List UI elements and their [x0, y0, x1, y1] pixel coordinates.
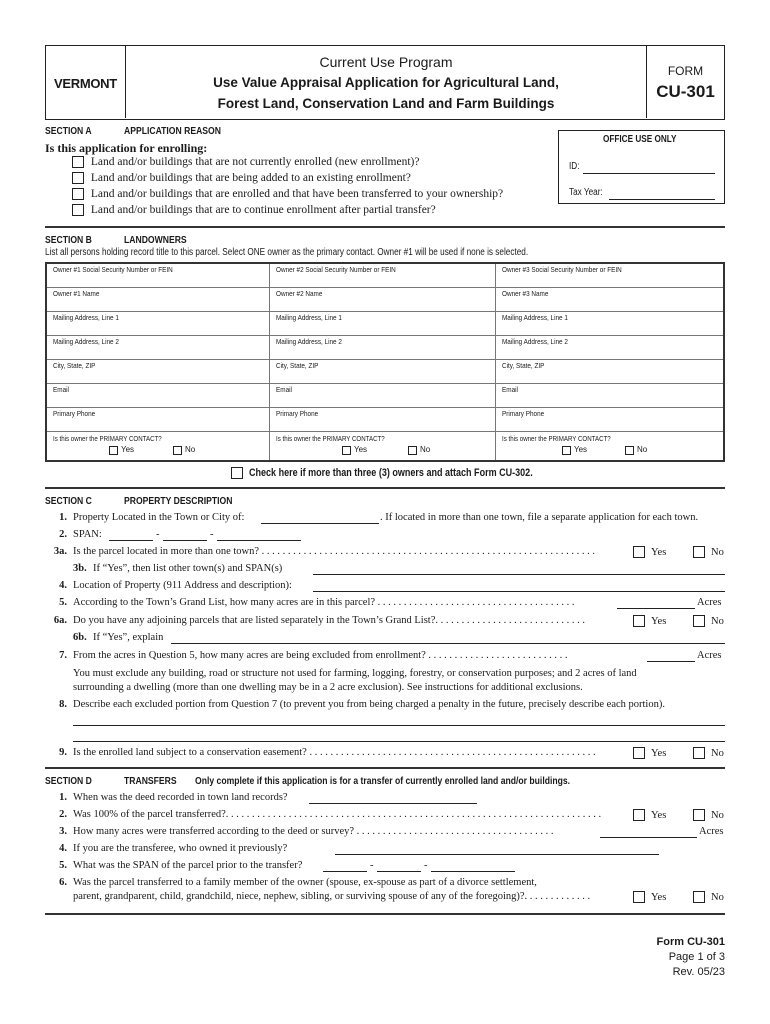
- c9-no[interactable]: [693, 747, 724, 759]
- state-name: VERMONT: [54, 76, 117, 91]
- c7-note-line1: You must exclude any building, road or structure not used for farming, logging, forestry, or conservation purposes; and 2 acres of land: [73, 668, 637, 679]
- d5-text: What was the SPAN of the parcel prior to the transfer?: [73, 860, 303, 871]
- question-c4: [45, 580, 725, 594]
- c6a-yes-checkbox[interactable]: [633, 615, 645, 627]
- owner-2-address1-label: Mailing Address, Line 1: [276, 313, 342, 322]
- owner-1-email-label: Email: [53, 385, 69, 394]
- reason-option-3[interactable]: [72, 188, 503, 200]
- owner-3-primary: [496, 432, 723, 460]
- c3a-number: 3a.: [53, 546, 67, 557]
- span-dash-1: -: [156, 529, 160, 540]
- owner-2-phone-field[interactable]: [270, 408, 495, 432]
- owner-1-address1-field[interactable]: [47, 312, 269, 336]
- d4-text: If you are the transferee, who owned it previously?: [73, 843, 288, 854]
- title-cell: [126, 46, 646, 118]
- span-field-2[interactable]: [163, 540, 207, 541]
- c8-text: Describe each excluded portion from Question 7 (to prevent you from being charged a penalty in the future, precisely describe each portion).: [73, 699, 665, 710]
- d1-number: 1.: [59, 792, 67, 803]
- divider-a: [45, 226, 725, 228]
- reason-label-3: Land and/or buildings that are enrolled and that have been transferred to your ownership?: [90, 188, 504, 201]
- section-c-title: PROPERTY DESCRIPTION: [124, 495, 233, 507]
- d2-no-label: No: [711, 809, 724, 821]
- d2-number: 2.: [59, 809, 67, 820]
- section-c-id: SECTION C: [45, 495, 92, 507]
- owner-1-ssn-field[interactable]: [47, 264, 269, 288]
- c6a-no-label: No: [711, 615, 724, 627]
- owner-1-name-label: Owner #1 Name: [53, 289, 100, 298]
- question-d1: [45, 792, 725, 806]
- c6b-explain-field[interactable]: [171, 643, 725, 644]
- d2-no-checkbox[interactable]: [693, 809, 705, 821]
- question-d6-cont: [45, 891, 725, 905]
- span-field-1[interactable]: [109, 540, 153, 541]
- c3b-number: 3b.: [73, 563, 87, 574]
- owner-2-address2-label: Mailing Address, Line 2: [276, 337, 342, 346]
- c9-yes-label: Yes: [651, 747, 667, 759]
- owner-1-primary-question: Is this owner the PRIMARY CONTACT?: [53, 434, 162, 443]
- d6-no-label: No: [711, 891, 724, 903]
- question-d6: [45, 877, 725, 891]
- owner-3-address2-field[interactable]: [496, 336, 723, 360]
- office-tax-year-field[interactable]: [609, 199, 715, 200]
- c2-number: 2.: [59, 529, 67, 540]
- form-number: CU-301: [656, 82, 715, 101]
- reason-option-4[interactable]: [72, 204, 436, 216]
- d3-text: How many acres were transferred according to the deed or survey? . . . . . . . . . . . . . . . . . . . . . . . . . . . . . . . . . . . . . .: [73, 826, 554, 837]
- c7-number: 7.: [59, 650, 67, 661]
- owner-2-column: [269, 264, 495, 460]
- owners-table: [45, 262, 725, 462]
- office-id-field[interactable]: [583, 173, 715, 174]
- c9-no-checkbox[interactable]: [693, 747, 705, 759]
- question-c1: [45, 512, 725, 526]
- office-use-title: OFFICE USE ONLY: [603, 134, 677, 145]
- c4-location-field[interactable]: [313, 591, 725, 592]
- owner-2-email-field[interactable]: [270, 384, 495, 408]
- question-c3a: [45, 546, 725, 560]
- owner-3-ssn-label: Owner #3 Social Security Number or FEIN: [502, 265, 622, 274]
- owner-1-primary-no[interactable]: [173, 445, 195, 455]
- reason-option-2[interactable]: [72, 172, 411, 184]
- question-d4: [45, 843, 725, 857]
- d6-no[interactable]: [693, 891, 724, 903]
- owner-3-name-field[interactable]: [496, 288, 723, 312]
- owner-3-primary-no[interactable]: [625, 445, 647, 455]
- c9-yes[interactable]: [633, 747, 666, 759]
- question-c6a: [45, 615, 725, 629]
- owner-2-phone-label: Primary Phone: [276, 409, 319, 418]
- more-owners-label: Check here if more than three (3) owners and attach Form CU-302.: [248, 467, 533, 479]
- section-b-id: SECTION B: [45, 234, 92, 246]
- owner-2-name-field[interactable]: [270, 288, 495, 312]
- owner-1-column: [47, 264, 269, 460]
- d3-acres-label: Acres: [699, 826, 724, 837]
- c1-town-field[interactable]: [261, 523, 379, 524]
- owner-2-address2-field[interactable]: [270, 336, 495, 360]
- owner-3-yes-label: Yes: [574, 445, 588, 454]
- question-d5: [45, 860, 725, 874]
- c1-tail: . If located in more than one town, file a separate application for each town.: [380, 512, 699, 523]
- owner-3-address1-label: Mailing Address, Line 1: [502, 313, 568, 322]
- question-c6b: [45, 632, 725, 646]
- section-d-subtitle: Only complete if this application is for a transfer of currently enrolled land and/or buildings.: [195, 775, 571, 787]
- owner-2-primary: [270, 432, 495, 460]
- c7-note-line2: surrounding a dwelling (more than one dwelling may be in a 2 acre exclusion). See instructions for additional exclusions.: [73, 682, 583, 693]
- question-c3b: [45, 563, 725, 577]
- span-field-3[interactable]: [217, 540, 301, 541]
- c7-text: From the acres in Question 5, how many acres are being excluded from enrollment? . . . . . . . . . . . . . . . . . . . . . . . . . . .: [73, 650, 568, 661]
- c7-acres-field[interactable]: [647, 661, 695, 662]
- question-c5: [45, 597, 725, 611]
- c6b-number: 6b.: [73, 632, 87, 643]
- owner-3-no-checkbox[interactable]: [625, 446, 634, 455]
- section-a-title: APPLICATION REASON: [124, 125, 221, 137]
- owner-1-no-checkbox[interactable]: [173, 446, 182, 455]
- c6a-number: 6a.: [53, 615, 67, 626]
- c3a-no-checkbox[interactable]: [693, 546, 705, 558]
- c8-number: 8.: [59, 699, 67, 710]
- section-d-title: TRANSFERS: [124, 775, 177, 787]
- owner-2-name-label: Owner #2 Name: [276, 289, 323, 298]
- d6-yes-checkbox[interactable]: [633, 891, 645, 903]
- d5-span-field-2[interactable]: [377, 871, 421, 872]
- d2-text: Was 100% of the parcel transferred?. . . . . . . . . . . . . . . . . . . . . . . . . . . . . . . . . . . . . . . . . . . . . . . . . . . . . . . . . . . . . . . . . . . . . . . .: [73, 809, 602, 820]
- owner-3-email-field[interactable]: [496, 384, 723, 408]
- d2-yes-checkbox[interactable]: [633, 809, 645, 821]
- d2-no[interactable]: [693, 809, 724, 821]
- owner-1-primary: [47, 432, 269, 460]
- owner-2-ssn-label: Owner #2 Social Security Number or FEIN: [276, 265, 396, 274]
- owner-1-yes-label: Yes: [121, 445, 135, 454]
- owner-3-phone-field[interactable]: [496, 408, 723, 432]
- d6-text-line2: parent, grandparent, child, grandchild, niece, nephew, sibling, or surviving spouse of any of the foregoing)?. . . . . . . . . . . . .: [73, 891, 591, 902]
- divider-b: [45, 487, 725, 489]
- d5-number: 5.: [59, 860, 67, 871]
- state-cell: [46, 46, 126, 118]
- question-d2: [45, 809, 725, 823]
- reason-label-4: Land and/or buildings that are to continue enrollment after partial transfer?: [90, 204, 436, 217]
- owner-3-yes-checkbox[interactable]: [562, 446, 571, 455]
- c1-number: 1.: [59, 512, 67, 523]
- owner-2-city-label: City, State, ZIP: [276, 361, 319, 370]
- reason-option-1[interactable]: [72, 156, 419, 168]
- form-header: [45, 45, 725, 120]
- program-name: Current Use Program: [319, 54, 453, 70]
- c5-acres-field[interactable]: [617, 608, 695, 609]
- section-a-question: Is this application for enrolling:: [45, 141, 208, 155]
- c8-description-line1[interactable]: [73, 725, 725, 726]
- owner-3-email-label: Email: [502, 385, 518, 394]
- question-c9: [45, 747, 725, 761]
- c1-text: Property Located in the Town or City of:: [73, 512, 245, 523]
- owner-3-address1-field[interactable]: [496, 312, 723, 336]
- c3a-yes-label: Yes: [651, 546, 667, 558]
- c6a-text: Do you have any adjoining parcels that are listed separately in the Town’s Grand List?. . . . . . . . . . . . . . . . . . . . . . . . . . . . .: [73, 615, 586, 626]
- reason-label-1: Land and/or buildings that are not currently enrolled (new enrollment)?: [90, 156, 420, 169]
- d5-span-dash-1: -: [370, 860, 374, 871]
- form-number-cell: [646, 46, 723, 118]
- owner-2-primary-question: Is this owner the PRIMARY CONTACT?: [276, 434, 385, 443]
- form-title-line2: Forest Land, Conservation Land and Farm Buildings: [217, 96, 555, 111]
- footer-page: Page 1 of 3: [668, 951, 725, 963]
- section-d-id: SECTION D: [45, 775, 92, 787]
- c3a-yes-checkbox[interactable]: [633, 546, 645, 558]
- reason-checkbox-3[interactable]: [72, 188, 84, 200]
- c9-no-label: No: [711, 747, 724, 759]
- c3a-text: Is the parcel located in more than one town? . . . . . . . . . . . . . . . . . . . . . . . . . . . . . . . . . . . . . . . . . . . . . . . . . . . . . . . . . . . . . . . .: [73, 546, 596, 557]
- owner-2-no-checkbox[interactable]: [408, 446, 417, 455]
- c6b-text: If “Yes”, explain: [93, 632, 164, 643]
- owner-1-city-label: City, State, ZIP: [53, 361, 96, 370]
- c9-number: 9.: [59, 747, 67, 758]
- d1-text: When was the deed recorded in town land records?: [73, 792, 288, 803]
- owner-1-address2-label: Mailing Address, Line 2: [53, 337, 119, 346]
- owner-2-email-label: Email: [276, 385, 292, 394]
- d1-date-field[interactable]: [309, 803, 477, 804]
- reason-checkbox-1[interactable]: [72, 156, 84, 168]
- owner-1-yes-checkbox[interactable]: [109, 446, 118, 455]
- owner-1-phone-label: Primary Phone: [53, 409, 96, 418]
- owner-3-no-label: No: [637, 445, 648, 454]
- c6a-yes-label: Yes: [651, 615, 667, 627]
- d4-previous-owner-field[interactable]: [335, 854, 659, 855]
- d6-yes-label: Yes: [651, 891, 667, 903]
- owner-1-name-field[interactable]: [47, 288, 269, 312]
- c9-text: Is the enrolled land subject to a conservation easement? . . . . . . . . . . . . . . . . . . . . . . . . . . . . . . . . . . . . . . . . . . . . . . . . . . . . . . .: [73, 747, 596, 758]
- d6-yes[interactable]: [633, 891, 666, 903]
- c6a-no-checkbox[interactable]: [693, 615, 705, 627]
- office-id-label: ID:: [569, 161, 580, 172]
- owner-1-address1-label: Mailing Address, Line 1: [53, 313, 119, 322]
- owner-3-name-label: Owner #3 Name: [502, 289, 549, 298]
- c5-acres-label: Acres: [697, 597, 722, 608]
- owner-1-no-label: No: [185, 445, 196, 454]
- footer-rev: Rev. 05/23: [672, 966, 725, 978]
- owner-1-primary-yes[interactable]: [109, 445, 134, 455]
- c7-acres-label: Acres: [697, 650, 722, 661]
- owner-2-address1-field[interactable]: [270, 312, 495, 336]
- owner-2-no-label: No: [420, 445, 431, 454]
- footer-form: Form CU-301: [656, 936, 725, 948]
- d5-span-field-3[interactable]: [431, 871, 515, 872]
- more-owners-checkbox[interactable]: [231, 467, 243, 479]
- divider-c: [45, 767, 725, 769]
- d2-yes-label: Yes: [651, 809, 667, 821]
- owner-1-email-field[interactable]: [47, 384, 269, 408]
- d3-acres-field[interactable]: [600, 837, 697, 838]
- owner-3-address2-label: Mailing Address, Line 2: [502, 337, 568, 346]
- office-tax-year-label: Tax Year:: [569, 187, 603, 198]
- owner-3-column: [495, 264, 723, 460]
- owner-3-ssn-field[interactable]: [496, 264, 723, 288]
- question-c2: [45, 529, 725, 543]
- owner-3-phone-label: Primary Phone: [502, 409, 545, 418]
- c4-number: 4.: [59, 580, 67, 591]
- reason-checkbox-2[interactable]: [72, 172, 84, 184]
- d4-number: 4.: [59, 843, 67, 854]
- owner-2-yes-checkbox[interactable]: [342, 446, 351, 455]
- question-d3: [45, 826, 725, 840]
- c3a-no-label: No: [711, 546, 724, 558]
- owner-3-primary-yes[interactable]: [562, 445, 587, 455]
- span-dash-2: -: [210, 529, 214, 540]
- c5-text: According to the Town’s Grand List, how many acres are in this parcel? . . . . . . . . . . . . . . . . . . . . . . . . . . . . . . . . . . . . . .: [73, 597, 575, 608]
- c3b-text: If “Yes”, then list other town(s) and SPAN(s): [93, 563, 283, 574]
- c4-text: Location of Property (911 Address and description):: [73, 580, 292, 591]
- c6a-no[interactable]: [693, 615, 724, 627]
- section-b-title: LANDOWNERS: [124, 234, 187, 246]
- form-label: FORM: [667, 64, 704, 78]
- d6-text-line1: Was the parcel transferred to a family member of the owner (spouse, ex-spouse as part of a divorce settlement,: [73, 877, 537, 888]
- office-use-box: [558, 130, 725, 204]
- form-title-line1: Use Value Appraisal Application for Agricultural Land,: [213, 75, 559, 90]
- c5-number: 5.: [59, 597, 67, 608]
- c2-text: SPAN:: [73, 529, 102, 540]
- reason-checkbox-4[interactable]: [72, 204, 84, 216]
- more-owners-option[interactable]: [231, 467, 595, 479]
- question-c8: [45, 699, 725, 713]
- d2-yes[interactable]: [633, 809, 666, 821]
- d3-number: 3.: [59, 826, 67, 837]
- owner-3-city-field[interactable]: [496, 360, 723, 384]
- owner-1-city-field[interactable]: [47, 360, 269, 384]
- c9-yes-checkbox[interactable]: [633, 747, 645, 759]
- owner-1-phone-field[interactable]: [47, 408, 269, 432]
- divider-d: [45, 913, 725, 915]
- section-a-id: SECTION A: [45, 125, 92, 137]
- d6-no-checkbox[interactable]: [693, 891, 705, 903]
- owner-2-city-field[interactable]: [270, 360, 495, 384]
- owner-3-primary-question: Is this owner the PRIMARY CONTACT?: [502, 434, 611, 443]
- section-b-instruction: List all persons holding record title to this parcel. Select ONE owner as the primary contact. Owner #1 will be used if none is selected.: [45, 247, 529, 258]
- d6-number: 6.: [59, 877, 67, 888]
- d5-span-dash-2: -: [424, 860, 428, 871]
- c3a-no[interactable]: [693, 546, 724, 558]
- owner-1-ssn-label: Owner #1 Social Security Number or FEIN: [53, 265, 173, 274]
- owner-2-yes-label: Yes: [354, 445, 368, 454]
- owner-2-ssn-field[interactable]: [270, 264, 495, 288]
- owner-2-primary-yes[interactable]: [342, 445, 367, 455]
- c8-description-line2[interactable]: [73, 741, 725, 742]
- c3b-field[interactable]: [313, 574, 725, 575]
- d5-span-field-1[interactable]: [323, 871, 367, 872]
- c3a-yes[interactable]: [633, 546, 666, 558]
- owner-1-address2-field[interactable]: [47, 336, 269, 360]
- reason-label-2: Land and/or buildings that are being added to an existing enrollment?: [90, 172, 411, 185]
- question-c7: [45, 650, 725, 664]
- c6a-yes[interactable]: [633, 615, 666, 627]
- owner-3-city-label: City, State, ZIP: [502, 361, 545, 370]
- owner-2-primary-no[interactable]: [408, 445, 430, 455]
